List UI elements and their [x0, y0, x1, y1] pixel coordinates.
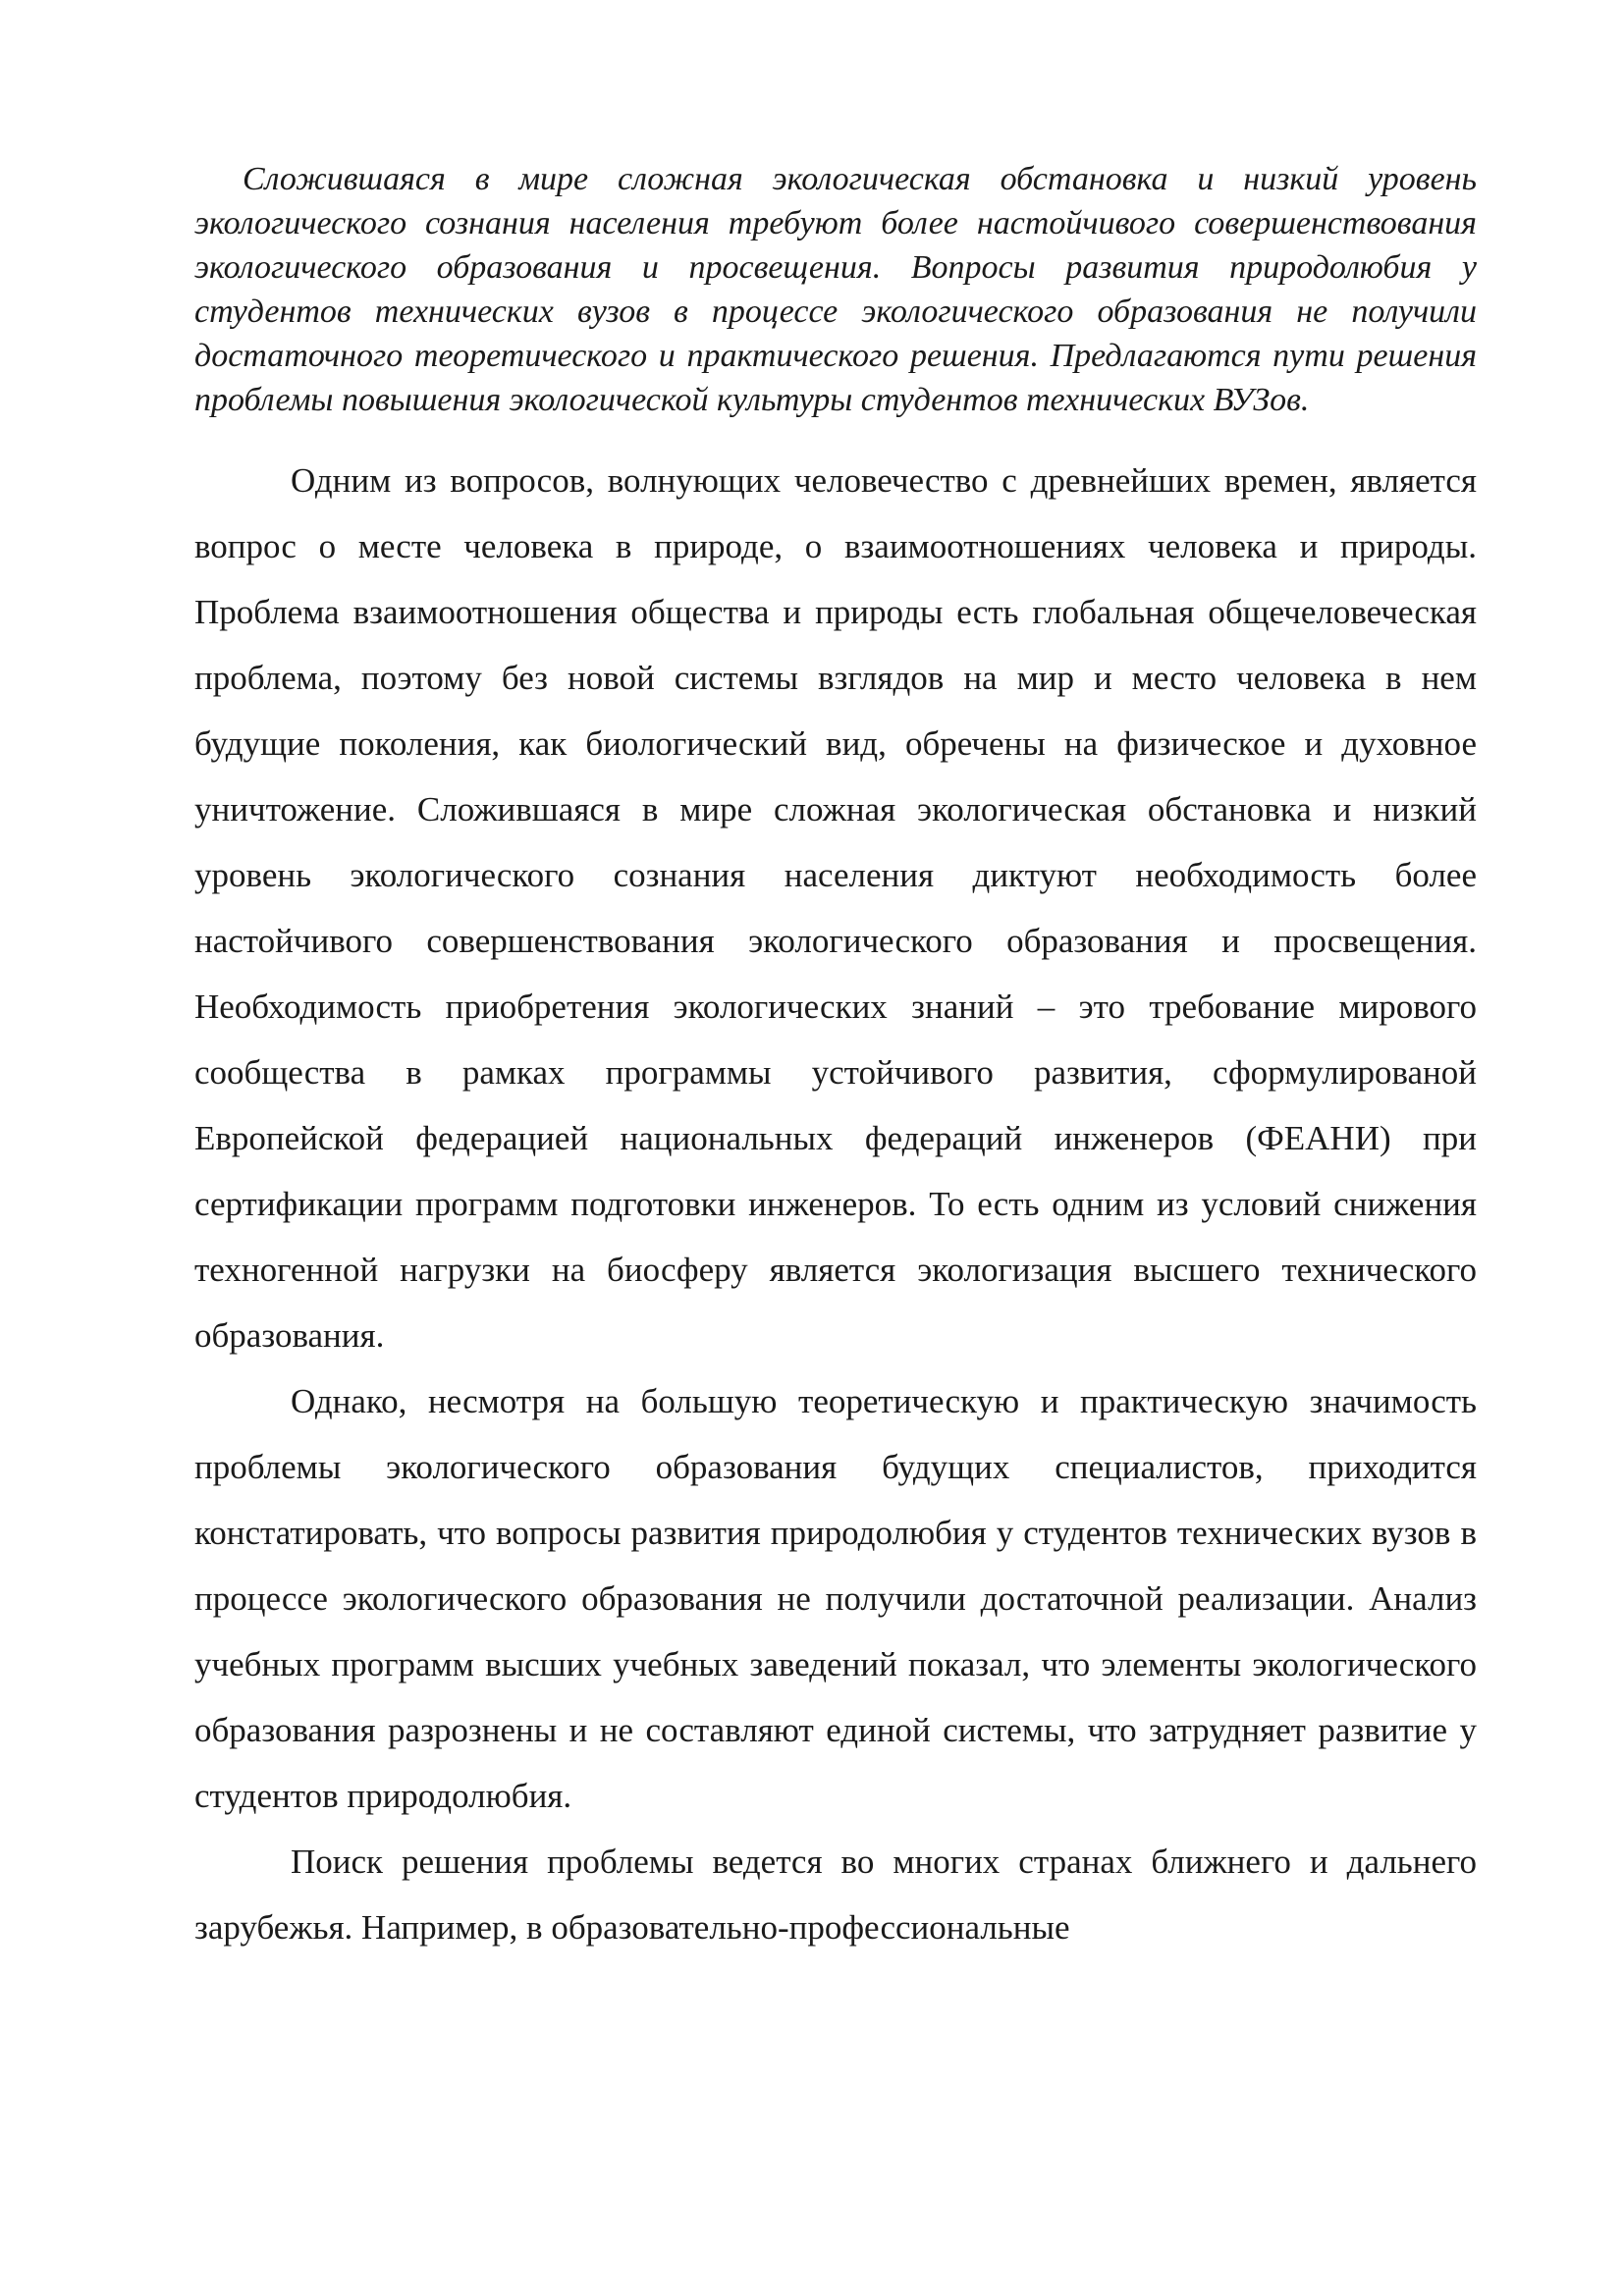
text-column: [194, 157, 1477, 1960]
body-paragraph-2: Однако, несмотря на большую теоретическую и практическую значимость проблемы экологического образования будущих специалистов, приходится констатировать, что вопросы развития природолюбия у студентов технических вузов в процессе экологического образования не получили достаточной реализации. Анализ учебных программ высших учебных заведений показал, что элементы экологического образования разрознены и не составляют единой системы, что затрудняет развитие у студентов природолюбия.: [194, 1382, 1477, 1815]
body-paragraph-1: Одним из вопросов, волнующих человечество с древнейших времен, является вопрос о месте человека в природе, о взаимоотношениях человека и природы. Проблема взаимоотношения общества и природы есть глобальная общечеловеческая проблема, поэтому без новой системы взглядов на мир и место человека в нем будущие поколения, как биологический вид, обречены на физическое и духовное уничтожение. Сложившаяся в мире сложная экологическая обстановка и низкий уровень экологического сознания населения диктуют необходимость более настойчивого совершенствования экологического образования и просвещения. Необходимость приобретения экологических знаний – это требование мирового сообщества в рамках программы устойчивого развития, сформулированой Европейской федерацией национальных федераций инженеров (ФЕАНИ) при сертификации программ подготовки инженеров. То есть одним из условий снижения техногенной нагрузки на биосферу является экологизация высшего технического образования.: [194, 461, 1477, 1355]
body-paragraph-3: Поиск решения проблемы ведется во многих странах ближнего и дальнего зарубежья. Например, в образовательно-профессиональные: [194, 1842, 1477, 1947]
abstract: Сложившаяся в мире сложная экологическая обстановка и низкий уровень экологического сознания населения требуют более настойчивого совершенствования экологического образования и просвещения. Вопросы развития природолюбия у студентов технических вузов в процессе экологического образования не получили достаточного теоретического и практического решения. Предлагаются пути решения проблемы повышения экологической культуры студентов технических ВУЗов.: [194, 161, 1477, 418]
